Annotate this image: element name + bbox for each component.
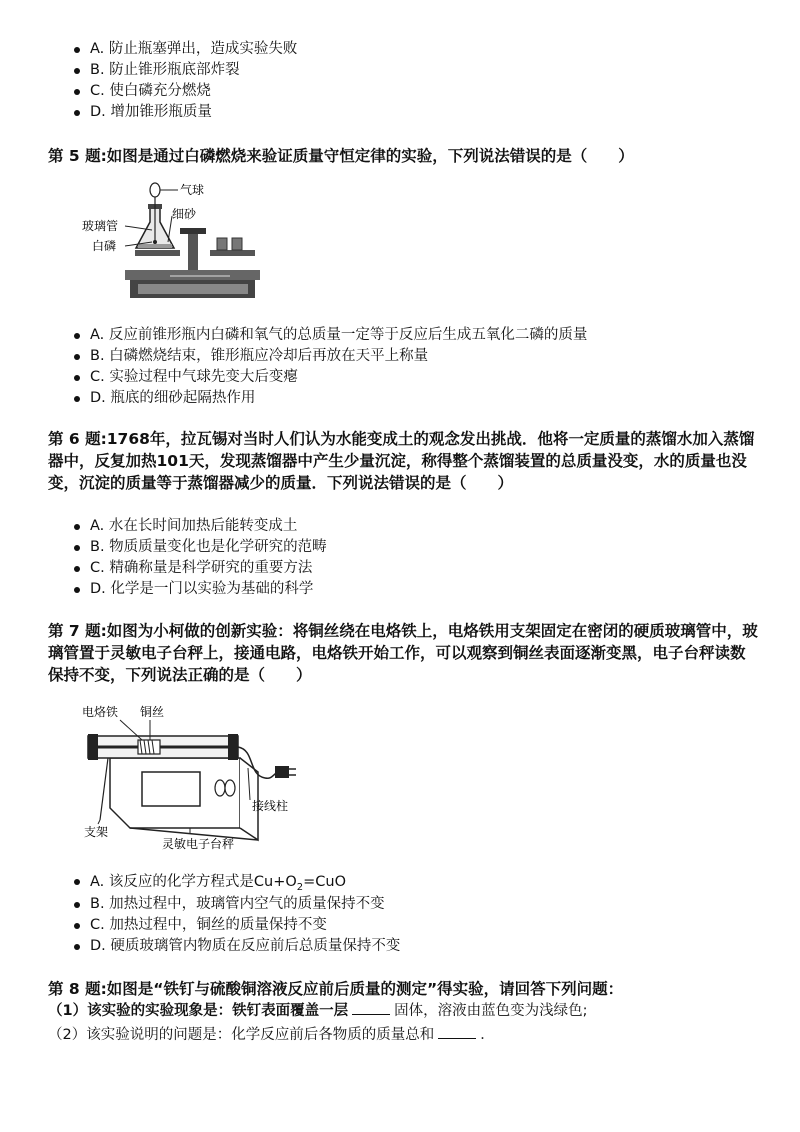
q7-option-a[interactable]: [0, 871, 400, 894]
q4-option-b[interactable]: B. 防止锥形瓶底部炸裂: [0, 60, 297, 81]
q6-option-c[interactable]: C. 精确称量是科学研究的重要方法: [0, 558, 327, 579]
q8-sub2-suffix: ．: [480, 1027, 495, 1043]
balloon-icon: [150, 183, 160, 197]
q4-option-a[interactable]: A. 防止瓶塞弹出，造成实验失败: [0, 39, 297, 60]
q5-option-d[interactable]: D. 瓶底的细砂起隔热作用: [0, 388, 587, 409]
q8-sub1: [48, 1000, 587, 1022]
scale-display: [142, 772, 200, 806]
label-sand: 细砂: [172, 207, 197, 221]
q6-stem: 第 6 题:1768年，拉瓦锡对当时人们认为水能变成土的观念发出挑战．他将一定质量的蒸馏水加入蒸馏器中，反复加热101天，发现蒸馏器中产生少量沉淀，称得整个蒸馏装置的总质量没变，水的质量也没变，沉淀的质量等于蒸馏器减少的质量．下列说法错误的是（ ）: [48, 430, 755, 492]
q4-option-c[interactable]: C. 使白磷充分燃烧: [0, 81, 297, 102]
q8-sub2-blank[interactable]: [438, 1024, 476, 1039]
q5-option-c[interactable]: C. 实验过程中气球先变大后变瘪: [0, 367, 587, 388]
q6-option-a[interactable]: A. 水在长时间加热后能转变成土: [0, 516, 327, 537]
label-wire: 铜丝: [140, 705, 165, 719]
q8-sub1-prefix: （1）该实验的实验现象是：铁钉表面覆盖一层: [48, 1003, 349, 1019]
plug-icon: [275, 766, 289, 778]
q7-figure-scale: [80, 700, 320, 850]
label-stand: 支架: [84, 825, 109, 839]
label-iron: 电烙铁: [82, 705, 119, 719]
q4-options: [0, 39, 297, 123]
q7-option-a-suffix: =CuO: [303, 874, 347, 890]
q7-stem: 第 7 题:如图为小柯做的创新实验：将铜丝绕在电烙铁上，电烙铁用支架固定在密闭的硬质玻璃管中，玻璃管置于灵敏电子台秤上，接通电路，电烙铁开始工作，可以观察到铜丝表面逐渐变黑，电子台秤读数保持不变，下列说法正确的是（ ）: [48, 622, 758, 684]
q6-option-d[interactable]: D. 化学是一门以实验为基础的科学: [0, 579, 327, 600]
q7-option-a-subscript: 2: [296, 881, 304, 893]
q7-option-b[interactable]: B. 加热过程中，玻璃管内空气的质量保持不变: [0, 894, 400, 915]
label-terminal: 接线柱: [252, 799, 289, 813]
label-balloon: 气球: [180, 183, 205, 197]
label-phosphorus: 白磷: [92, 239, 117, 253]
q5-option-a[interactable]: A. 反应前锥形瓶内白磷和氧气的总质量一定等于反应后生成五氧化二磷的质量: [0, 325, 587, 346]
q6-options: [0, 516, 327, 600]
q8-sub2-prefix: （2）该实验说明的问题是：化学反应前后各物质的质量总和: [48, 1027, 435, 1043]
q5-stem: 第 5 题:如图是通过白磷燃烧来验证质量守恒定律的实验，下列说法错误的是（ ）: [48, 147, 634, 165]
q6-option-b[interactable]: B. 物质质量变化也是化学研究的范畴: [0, 537, 327, 558]
q8-sub1-blank[interactable]: [352, 1000, 390, 1015]
q5-figure-balance: [80, 180, 270, 310]
q5-option-b[interactable]: B. 白磷燃烧结束，锥形瓶应冷却后再放在天平上称量: [0, 346, 587, 367]
q8-sub2: [48, 1024, 495, 1046]
label-scale: 灵敏电子台秤: [162, 837, 235, 850]
q7-options: [0, 871, 400, 957]
label-glass-tube: 玻璃管: [82, 219, 119, 233]
q8-stem: 第 8 题:如图是“铁钉与硫酸铜溶液反应前后质量的测定”得实验，请回答下列问题：: [48, 980, 624, 998]
q8-sub1-suffix: 固体，溶液由蓝色变为浅绿色;: [394, 1003, 588, 1019]
q5-options: [0, 325, 587, 409]
q7-option-c[interactable]: C. 加热过程中，铜丝的质量保持不变: [0, 915, 400, 936]
q4-option-d[interactable]: D. 增加锥形瓶质量: [0, 102, 297, 123]
q7-option-d[interactable]: D. 硬质玻璃管内物质在反应前后总质量保持不变: [0, 936, 400, 957]
q7-option-a-prefix: A. 该反应的化学方程式是Cu+O: [90, 874, 297, 890]
